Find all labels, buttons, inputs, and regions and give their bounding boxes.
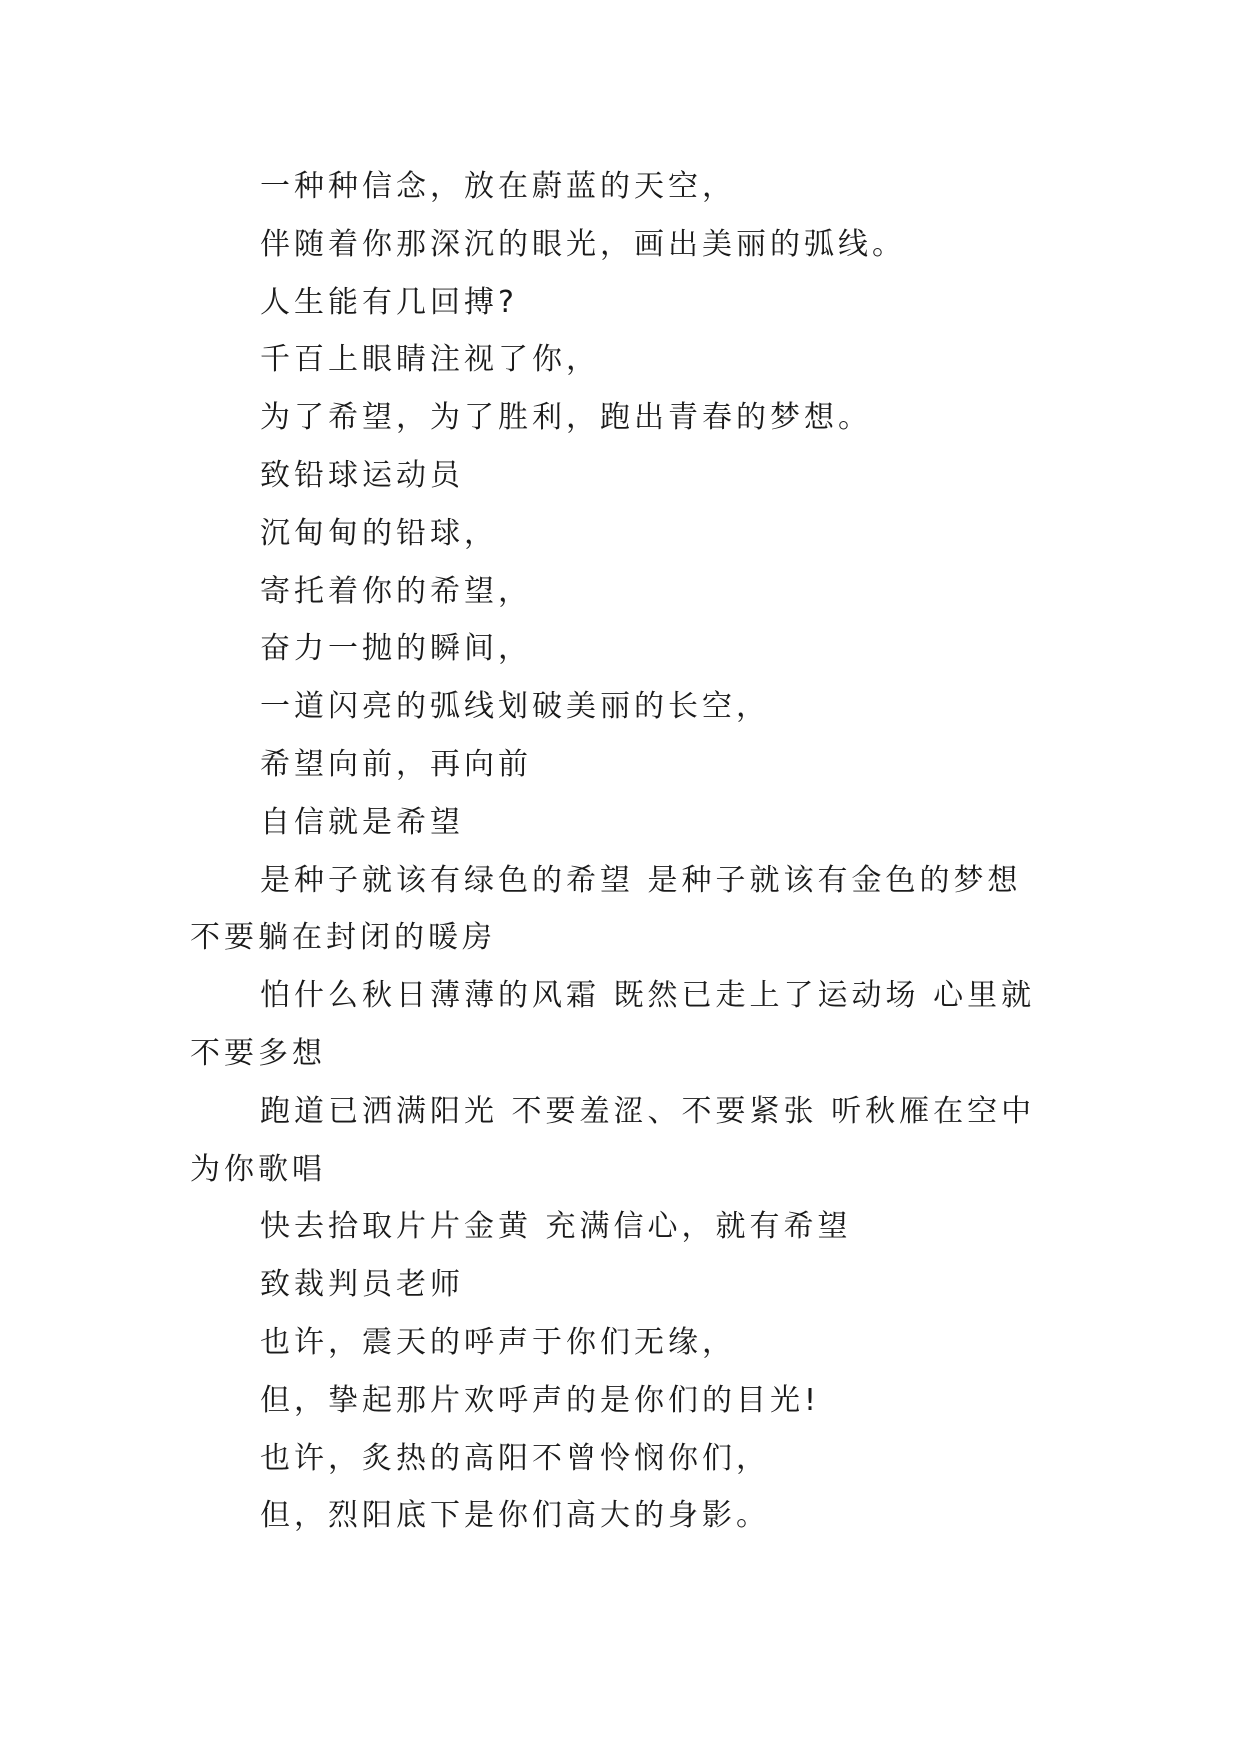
poem-paragraph: 怕什么秋日薄薄的风霜 既然已走上了运动场 心里就不要多想 — [190, 978, 1036, 1071]
poem-line: 一种种信念，放在蔚蓝的天空， — [260, 169, 736, 204]
poem-line: 千百上眼睛注视了你， — [260, 342, 600, 378]
poem-line: 希望向前，再向前 — [260, 746, 532, 782]
poem-line: 但，烈阳底下是你们高大的身影。 — [260, 1498, 770, 1534]
section-heading: 致裁判员老师 — [260, 1267, 464, 1303]
poem-line: 也许，炙热的高阳不曾怜悯你们， — [260, 1440, 770, 1476]
poem-line: 也许，震天的呼声于你们无缘， — [260, 1324, 736, 1360]
poem-line: 沉甸甸的铅球， — [260, 515, 498, 551]
poem-paragraph: 是种子就该有绿色的希望 是种子就该有金色的梦想 不要躺在封闭的暖房 — [190, 862, 1022, 956]
poem-line: 奋力一抛的瞬间， — [260, 631, 532, 667]
poem-line: 但，挚起那片欢呼声的是你们的目光! — [260, 1382, 821, 1418]
poem-line: 一道闪亮的弧线划破美丽的长空， — [260, 689, 770, 725]
poem-body — [190, 158, 1060, 1545]
poem-paragraph: 跑道已洒满阳光 不要羞涩、不要紧张 听秋雁在空中为你歌唱 — [190, 1093, 1036, 1187]
poem-line: 寄托着你的希望， — [260, 573, 532, 609]
section-heading: 自信就是希望 — [260, 804, 464, 840]
section-heading: 致铅球运动员 — [260, 457, 464, 493]
poem-line: 快去拾取片片金黄 充满信心，就有希望 — [260, 1209, 852, 1245]
poem-line: 伴随着你那深沉的眼光，画出美丽的弧线。 — [260, 226, 906, 262]
poem-line: 人生能有几回搏? — [260, 284, 518, 320]
poem-line: 为了希望，为了胜利，跑出青春的梦想。 — [260, 400, 872, 436]
